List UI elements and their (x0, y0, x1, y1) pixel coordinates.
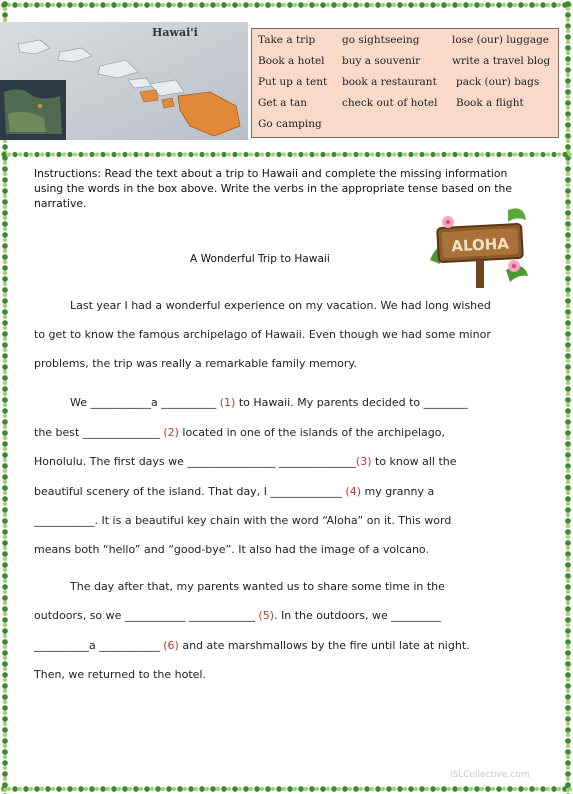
word-box-item: write a travel blog (452, 55, 551, 67)
blank-number: (1) (219, 396, 236, 409)
story-line (34, 485, 524, 498)
line-text: to get to know the famous archipelago of Hawaii. Even though we had some minor (34, 328, 491, 341)
story-line (34, 639, 524, 652)
line-text: We ___________a __________ (70, 396, 220, 409)
aloha-sign-text: ALOHA (450, 234, 510, 256)
aloha-sign (428, 200, 530, 290)
blank-number: (6) (163, 639, 179, 652)
vine-border-right (563, 0, 573, 794)
story-line (34, 426, 524, 439)
story-line (34, 668, 524, 681)
line-text: outdoors, so we ___________ ____________ (34, 609, 259, 622)
line-text: problems, the trip was really a remarkable family memory. (34, 357, 357, 370)
word-box-item: Take a trip (258, 34, 316, 46)
word-box-item: Book a flight (456, 97, 524, 109)
word-box-item: lose (our) luggage (452, 34, 550, 46)
word-box (251, 28, 559, 138)
vine-border-bottom (0, 784, 573, 794)
vine-divider (0, 150, 573, 159)
vine-border-top (0, 0, 573, 10)
blank-number: (4) (345, 485, 362, 498)
line-text: . In the outdoors, we _________ (274, 609, 441, 622)
line-text: to Hawaii. My parents decided to ________ (235, 396, 468, 409)
line-text: Last year I had a wonderful experience on my vacation. We had long wished (70, 299, 491, 312)
story-line (34, 455, 524, 468)
line-text: beautiful scenery of the island. That day, I _____________ (34, 485, 346, 498)
story-line (70, 396, 560, 409)
line-text: my granny a (361, 485, 435, 498)
story-line (34, 357, 524, 370)
line-text: ___________. It is a beautiful key chain with the word “Aloha” on it. This word (34, 514, 452, 527)
line-text: The day after that, my parents wanted us to share some time in the (70, 580, 445, 593)
word-box-item: Go camping (258, 118, 322, 130)
word-box-item: check out of hotel (342, 97, 438, 109)
story-line (34, 609, 524, 622)
line-text: and ate marshmallows by the fire until late at night. (178, 639, 470, 652)
hawaii-map (0, 22, 248, 140)
word-box-item: Book a hotel (258, 55, 325, 67)
line-text: to know all the (371, 455, 457, 468)
story-line (70, 299, 560, 312)
line-text: located in one of the islands of the archipelago, (178, 426, 445, 439)
story-line (34, 543, 524, 556)
map-label: Hawai'i (152, 26, 198, 39)
blank-number: (5) (258, 609, 275, 622)
word-box-item: Put up a tent (258, 76, 328, 88)
story-title: A Wonderful Trip to Hawaii (190, 253, 330, 265)
blank-number: (3) (355, 455, 372, 468)
word-box-item: pack (our) bags (456, 76, 540, 88)
word-box-item: buy a souvenir (342, 55, 421, 67)
line-text: Honolulu. The first days we ________________ ______________ (34, 455, 356, 468)
blank-number: (2) (163, 426, 179, 439)
line-text: means both “hello” and “good-bye”. It also had the image of a volcano. (34, 543, 429, 556)
line-text: Then, we returned to the hotel. (34, 668, 206, 681)
word-box-item: go sightseeing (342, 34, 420, 46)
story-line (70, 580, 560, 593)
story-line (34, 514, 524, 527)
line-text: the best ______________ (34, 426, 164, 439)
word-box-item: book a restaurant (342, 76, 437, 88)
story-line (34, 328, 524, 341)
instructions: Instructions: Read the text about a trip to Hawaii and complete the missing information using the words in the box above. Write the verbs in the appropriate tense based on the narrative. (34, 167, 512, 210)
word-box-item: Get a tan (258, 97, 307, 109)
watermark: iSLCollective.com (450, 770, 530, 780)
line-text: __________a ___________ (34, 639, 164, 652)
